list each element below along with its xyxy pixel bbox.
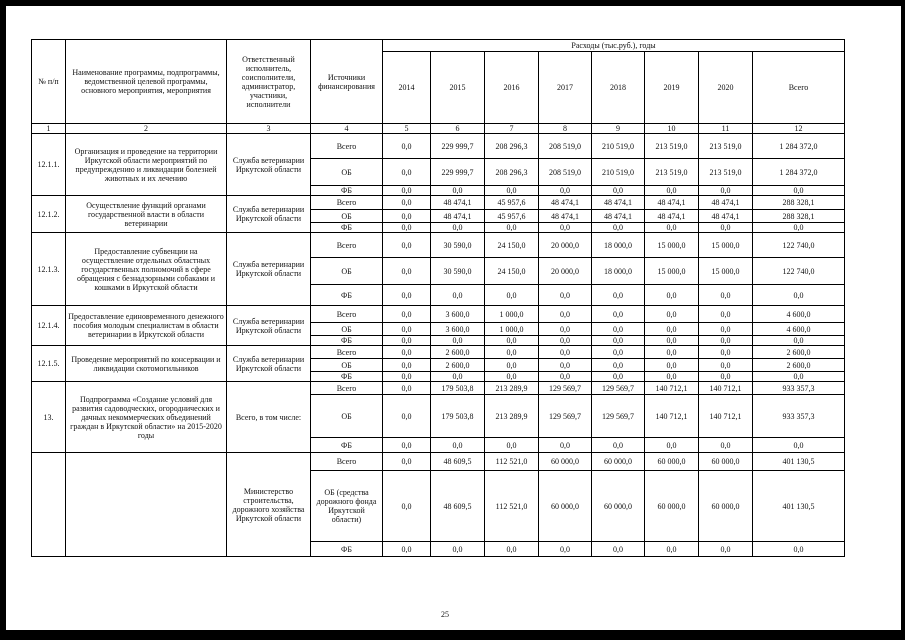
year-value: 0,0	[699, 542, 753, 557]
header-year: 2018	[592, 52, 645, 124]
year-value: 0,0	[645, 285, 699, 306]
year-value: 0,0	[699, 336, 753, 346]
funding-source: ОБ (средства дорожного фонда Иркутской области)	[311, 471, 383, 542]
activity-name: Подпрограмма «Создание условий для развития садоводческих, огороднических и дачных некоммерческих объединений граждан в Иркутской области» на 2015-2020 годы	[66, 382, 227, 453]
year-value: 60 000,0	[699, 453, 753, 471]
table-row	[32, 382, 845, 395]
year-value: 2 600,0	[431, 346, 485, 359]
year-value: 0,0	[485, 186, 539, 196]
year-value: 24 150,0	[485, 233, 539, 258]
activity-name: Осуществление функций органами государственной власти в области ветеринарии	[66, 196, 227, 233]
header-year: 2014	[383, 52, 431, 124]
funding-source: Всего	[311, 453, 383, 471]
funding-source: Всего	[311, 382, 383, 395]
year-value: 213 289,9	[485, 382, 539, 395]
year-value: 48 474,1	[645, 210, 699, 223]
year-value: 0,0	[645, 336, 699, 346]
header-expenses: Расходы (тыс.руб.), годы	[383, 40, 845, 52]
year-value: 112 521,0	[485, 471, 539, 542]
year-value: 179 503,8	[431, 395, 485, 438]
year-value: 60 000,0	[539, 471, 592, 542]
activity-name	[66, 453, 227, 557]
responsible-executor: Служба ветеринарии Иркутской области	[227, 346, 311, 382]
total-value: 933 357,3	[753, 395, 845, 438]
year-value: 0,0	[539, 336, 592, 346]
year-value: 20 000,0	[539, 233, 592, 258]
year-value: 0,0	[592, 186, 645, 196]
year-value: 48 474,1	[539, 196, 592, 210]
year-value: 140 712,1	[699, 395, 753, 438]
header-col-resp: Ответственный исполнитель, соисполнители, администратор, участники, исполнители	[227, 40, 311, 124]
year-value: 0,0	[383, 323, 431, 336]
year-value: 0,0	[592, 336, 645, 346]
responsible-executor: Служба ветеринарии Иркутской области	[227, 233, 311, 306]
index-cell: 12	[753, 124, 845, 134]
total-value: 122 740,0	[753, 258, 845, 285]
index-cell: 10	[645, 124, 699, 134]
year-value: 0,0	[699, 372, 753, 382]
funding-source: ОБ	[311, 395, 383, 438]
year-value: 213 519,0	[645, 159, 699, 186]
year-value: 60 000,0	[645, 471, 699, 542]
total-value: 4 600,0	[753, 306, 845, 323]
year-value: 0,0	[383, 258, 431, 285]
year-value: 0,0	[699, 346, 753, 359]
year-value: 208 519,0	[539, 134, 592, 159]
total-value: 933 357,3	[753, 382, 845, 395]
year-value: 48 474,1	[431, 210, 485, 223]
index-cell: 9	[592, 124, 645, 134]
year-value: 0,0	[383, 471, 431, 542]
year-value: 45 957,6	[485, 210, 539, 223]
activity-name: Организация и проведение на территории Иркутской области мероприятий по предупреждению и ликвидации болезней животных и их лечению	[66, 134, 227, 196]
year-value: 0,0	[485, 542, 539, 557]
index-cell: 8	[539, 124, 592, 134]
funding-source: ФБ	[311, 542, 383, 557]
row-number	[32, 453, 66, 557]
year-value: 1 000,0	[485, 306, 539, 323]
year-value: 0,0	[383, 186, 431, 196]
year-value: 60 000,0	[592, 471, 645, 542]
year-value: 0,0	[592, 223, 645, 233]
year-value: 0,0	[539, 223, 592, 233]
index-cell: 5	[383, 124, 431, 134]
year-value: 60 000,0	[699, 471, 753, 542]
year-value: 208 296,3	[485, 134, 539, 159]
year-value: 0,0	[539, 186, 592, 196]
funding-source: ФБ	[311, 285, 383, 306]
table-row	[32, 196, 845, 210]
year-value: 0,0	[699, 285, 753, 306]
funding-source: ФБ	[311, 186, 383, 196]
year-value: 0,0	[645, 372, 699, 382]
total-value: 0,0	[753, 223, 845, 233]
year-value: 0,0	[592, 346, 645, 359]
year-value: 0,0	[699, 323, 753, 336]
total-value: 0,0	[753, 336, 845, 346]
year-value: 0,0	[485, 372, 539, 382]
index-cell: 7	[485, 124, 539, 134]
year-value: 0,0	[592, 306, 645, 323]
year-value: 0,0	[699, 438, 753, 453]
year-value: 0,0	[539, 346, 592, 359]
year-value: 0,0	[539, 306, 592, 323]
year-value: 0,0	[383, 346, 431, 359]
table-body	[32, 40, 845, 557]
index-cell: 2	[66, 124, 227, 134]
year-value: 0,0	[592, 438, 645, 453]
year-value: 213 519,0	[699, 134, 753, 159]
year-value: 0,0	[431, 186, 485, 196]
activity-name: Предоставление единовременного денежного пособия молодым специалистам в области ветеринарии в Иркутской области	[66, 306, 227, 346]
year-value: 0,0	[645, 306, 699, 323]
funding-source: Всего	[311, 306, 383, 323]
year-value: 0,0	[645, 223, 699, 233]
year-value: 0,0	[645, 346, 699, 359]
scan-border	[0, 630, 905, 640]
year-value: 129 569,7	[539, 395, 592, 438]
year-value: 0,0	[485, 359, 539, 372]
responsible-executor: Министерство строительства, дорожного хозяйства Иркутской области	[227, 453, 311, 557]
total-value: 122 740,0	[753, 233, 845, 258]
row-number: 13.	[32, 382, 66, 453]
year-value: 3 600,0	[431, 306, 485, 323]
year-value: 213 289,9	[485, 395, 539, 438]
year-value: 15 000,0	[699, 233, 753, 258]
year-value: 0,0	[592, 372, 645, 382]
year-value: 48 474,1	[539, 210, 592, 223]
year-value: 60 000,0	[539, 453, 592, 471]
year-value: 0,0	[383, 306, 431, 323]
year-value: 48 474,1	[592, 210, 645, 223]
row-number: 12.1.4.	[32, 306, 66, 346]
year-value: 208 519,0	[539, 159, 592, 186]
funding-source: ФБ	[311, 438, 383, 453]
year-value: 129 569,7	[539, 382, 592, 395]
table-row	[32, 453, 845, 471]
year-value: 213 519,0	[699, 159, 753, 186]
table-row	[32, 233, 845, 258]
year-value: 208 296,3	[485, 159, 539, 186]
document-page	[6, 6, 901, 630]
year-value: 30 590,0	[431, 233, 485, 258]
row-number: 12.1.1.	[32, 134, 66, 196]
header-year: 2019	[645, 52, 699, 124]
year-value: 229 999,7	[431, 134, 485, 159]
table-row	[32, 306, 845, 323]
year-value: 0,0	[383, 223, 431, 233]
funding-source: Всего	[311, 346, 383, 359]
year-value: 60 000,0	[592, 453, 645, 471]
header-year: 2016	[485, 52, 539, 124]
expenses-table	[31, 39, 845, 557]
year-value: 0,0	[699, 359, 753, 372]
year-value: 140 712,1	[699, 382, 753, 395]
total-value: 1 284 372,0	[753, 159, 845, 186]
header-year: 2017	[539, 52, 592, 124]
year-value: 179 503,8	[431, 382, 485, 395]
year-value: 1 000,0	[485, 323, 539, 336]
row-number: 12.1.5.	[32, 346, 66, 382]
header-col-src: Источники финансирования	[311, 40, 383, 124]
funding-source: Всего	[311, 233, 383, 258]
header-total: Всего	[753, 52, 845, 124]
year-value: 48 474,1	[645, 196, 699, 210]
page-number: 25	[441, 610, 449, 619]
year-value: 0,0	[645, 438, 699, 453]
year-value: 0,0	[383, 395, 431, 438]
year-value: 15 000,0	[699, 258, 753, 285]
year-value: 0,0	[485, 346, 539, 359]
year-value: 18 000,0	[592, 233, 645, 258]
row-number: 12.1.2.	[32, 196, 66, 233]
index-cell: 3	[227, 124, 311, 134]
total-value: 401 130,5	[753, 471, 845, 542]
responsible-executor: Служба ветеринарии Иркутской области	[227, 306, 311, 346]
total-value: 288 328,1	[753, 210, 845, 223]
year-value: 0,0	[383, 382, 431, 395]
total-value: 4 600,0	[753, 323, 845, 336]
responsible-executor: Служба ветеринарии Иркутской области	[227, 196, 311, 233]
total-value: 0,0	[753, 186, 845, 196]
year-value: 0,0	[383, 372, 431, 382]
total-value: 2 600,0	[753, 359, 845, 372]
year-value: 0,0	[539, 285, 592, 306]
year-value: 48 474,1	[699, 196, 753, 210]
row-number: 12.1.3.	[32, 233, 66, 306]
year-value: 0,0	[485, 285, 539, 306]
total-value: 0,0	[753, 372, 845, 382]
year-value: 0,0	[383, 285, 431, 306]
total-value: 2 600,0	[753, 346, 845, 359]
year-value: 48 474,1	[592, 196, 645, 210]
year-value: 0,0	[383, 196, 431, 210]
year-value: 15 000,0	[645, 233, 699, 258]
year-value: 30 590,0	[431, 258, 485, 285]
total-value: 0,0	[753, 438, 845, 453]
funding-source: Всего	[311, 196, 383, 210]
total-value: 1 284 372,0	[753, 134, 845, 159]
year-value: 0,0	[431, 285, 485, 306]
year-value: 0,0	[383, 210, 431, 223]
funding-source: Всего	[311, 134, 383, 159]
funding-source: ОБ	[311, 159, 383, 186]
year-value: 0,0	[431, 438, 485, 453]
year-value: 0,0	[539, 372, 592, 382]
year-value: 0,0	[645, 323, 699, 336]
funding-source: ОБ	[311, 359, 383, 372]
year-value: 48 609,5	[431, 471, 485, 542]
year-value: 0,0	[592, 542, 645, 557]
year-value: 0,0	[645, 186, 699, 196]
funding-source: ФБ	[311, 336, 383, 346]
year-value: 0,0	[431, 372, 485, 382]
year-value: 229 999,7	[431, 159, 485, 186]
year-value: 0,0	[383, 336, 431, 346]
total-value: 288 328,1	[753, 196, 845, 210]
year-value: 0,0	[592, 359, 645, 372]
year-value: 0,0	[485, 438, 539, 453]
year-value: 0,0	[383, 233, 431, 258]
year-value: 0,0	[539, 438, 592, 453]
header-col-name: Наименование программы, подпрограммы, ведомственной целевой программы, основного мероприятия, мероприятия	[66, 40, 227, 124]
year-value: 48 474,1	[431, 196, 485, 210]
header-year: 2020	[699, 52, 753, 124]
responsible-executor: Служба ветеринарии Иркутской области	[227, 134, 311, 196]
year-value: 213 519,0	[645, 134, 699, 159]
year-value: 129 569,7	[592, 382, 645, 395]
total-value: 0,0	[753, 542, 845, 557]
year-value: 0,0	[383, 453, 431, 471]
responsible-executor: Всего, в том числе:	[227, 382, 311, 453]
activity-name: Проведение мероприятий по консервации и ликвидации скотомогильников	[66, 346, 227, 382]
year-value: 18 000,0	[592, 258, 645, 285]
year-value: 0,0	[699, 306, 753, 323]
year-value: 0,0	[383, 542, 431, 557]
year-value: 0,0	[592, 285, 645, 306]
year-value: 0,0	[539, 359, 592, 372]
year-value: 0,0	[383, 134, 431, 159]
funding-source: ФБ	[311, 372, 383, 382]
year-value: 0,0	[383, 359, 431, 372]
year-value: 0,0	[645, 542, 699, 557]
year-value: 0,0	[383, 438, 431, 453]
year-value: 0,0	[699, 223, 753, 233]
index-cell: 6	[431, 124, 485, 134]
year-value: 210 519,0	[592, 159, 645, 186]
header-col-num: № п/п	[32, 40, 66, 124]
year-value: 0,0	[383, 159, 431, 186]
year-value: 140 712,1	[645, 395, 699, 438]
year-value: 0,0	[539, 323, 592, 336]
header-year: 2015	[431, 52, 485, 124]
table-row	[32, 346, 845, 359]
year-value: 0,0	[592, 323, 645, 336]
funding-source: ФБ	[311, 223, 383, 233]
index-cell: 4	[311, 124, 383, 134]
year-value: 24 150,0	[485, 258, 539, 285]
funding-source: ОБ	[311, 323, 383, 336]
year-value: 0,0	[431, 542, 485, 557]
funding-source: ОБ	[311, 258, 383, 285]
index-cell: 1	[32, 124, 66, 134]
year-value: 0,0	[485, 223, 539, 233]
year-value: 15 000,0	[645, 258, 699, 285]
year-value: 60 000,0	[645, 453, 699, 471]
activity-name: Предоставление субвенции на осуществление отдельных областных государственных полномочий в сфере обращения с безнадзорными собаками и кошками в Иркутской области	[66, 233, 227, 306]
year-value: 112 521,0	[485, 453, 539, 471]
year-value: 45 957,6	[485, 196, 539, 210]
year-value: 20 000,0	[539, 258, 592, 285]
year-value: 140 712,1	[645, 382, 699, 395]
year-value: 2 600,0	[431, 359, 485, 372]
year-value: 210 519,0	[592, 134, 645, 159]
year-value: 0,0	[539, 542, 592, 557]
year-value: 0,0	[645, 359, 699, 372]
year-value: 0,0	[485, 336, 539, 346]
year-value: 48 609,5	[431, 453, 485, 471]
year-value: 0,0	[431, 223, 485, 233]
total-value: 401 130,5	[753, 453, 845, 471]
index-row	[32, 124, 845, 134]
year-value: 129 569,7	[592, 395, 645, 438]
year-value: 48 474,1	[699, 210, 753, 223]
table-row	[32, 134, 845, 159]
index-cell: 11	[699, 124, 753, 134]
funding-source: ОБ	[311, 210, 383, 223]
header-row-top	[32, 40, 845, 52]
year-value: 3 600,0	[431, 323, 485, 336]
year-value: 0,0	[431, 336, 485, 346]
year-value: 0,0	[699, 186, 753, 196]
total-value: 0,0	[753, 285, 845, 306]
